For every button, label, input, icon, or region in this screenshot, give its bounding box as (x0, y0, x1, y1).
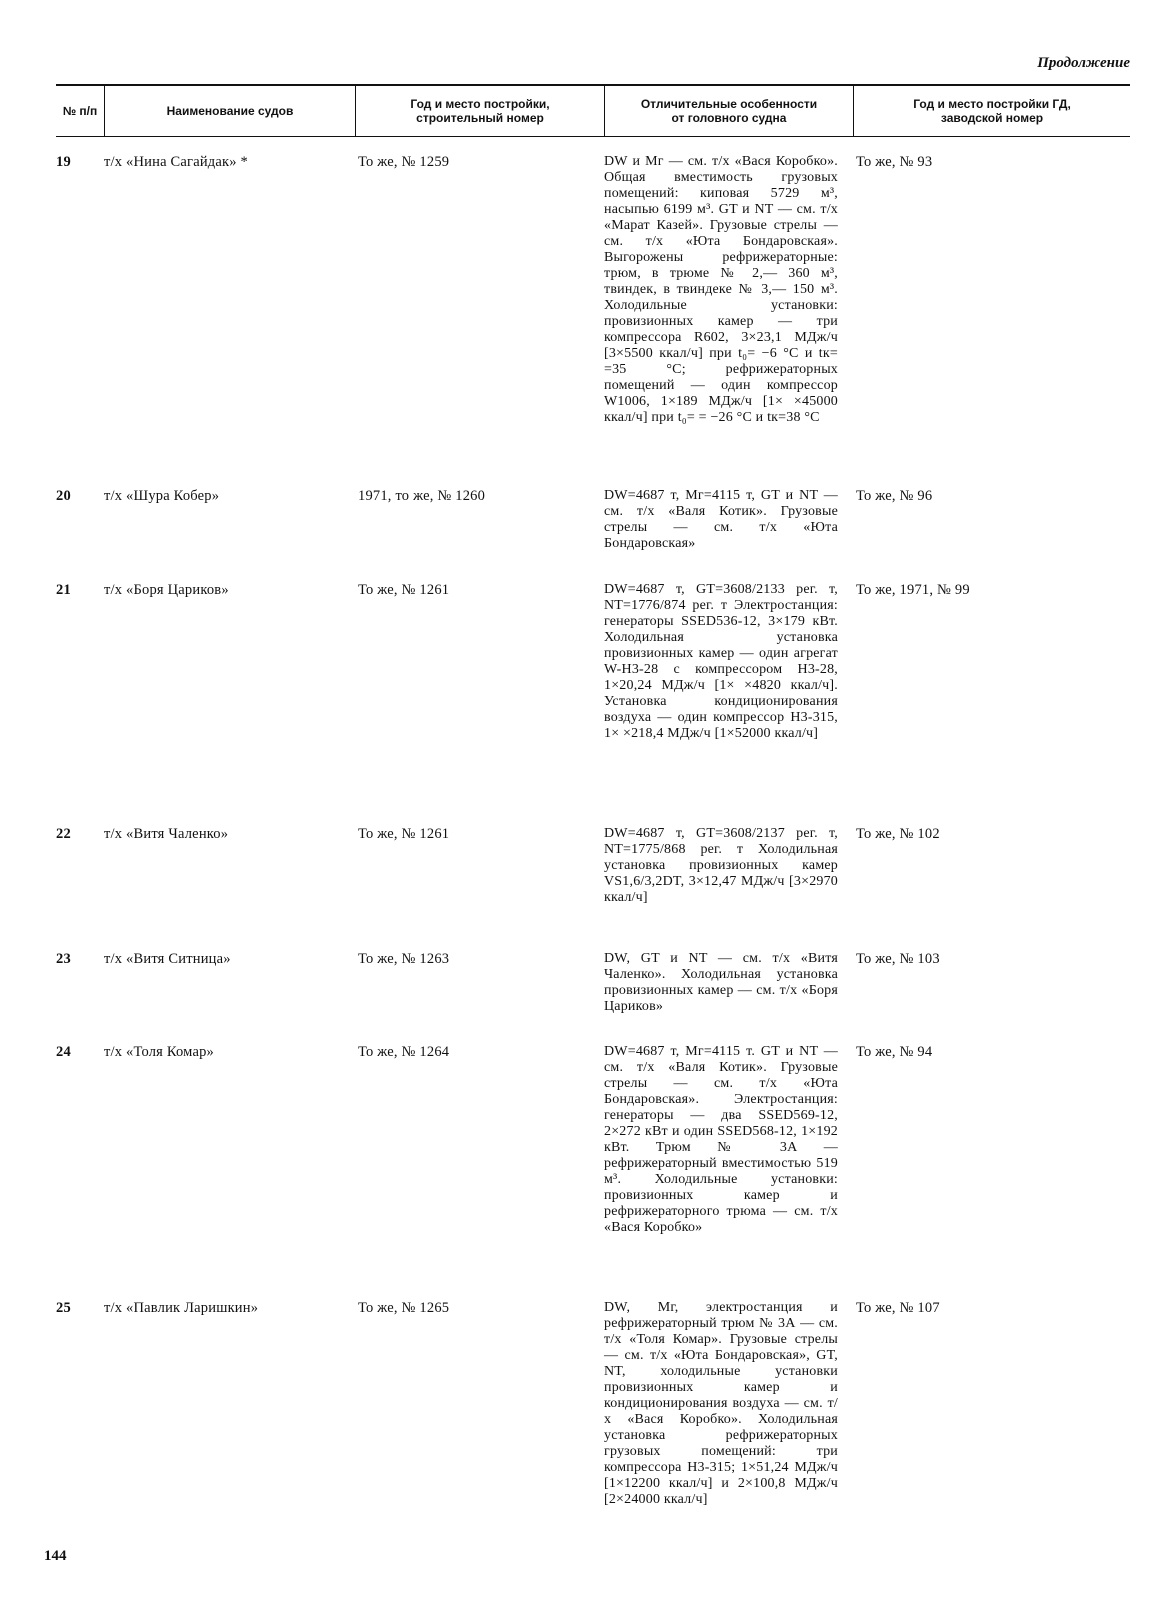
row-number: 19 (56, 154, 71, 170)
distinctive-features: DW=4687 т, Mг=4115 т, GT и NT — см. т/х «Валя Котик». Грузовые стрелы — см. т/х «Юта Бондаровская» (604, 488, 838, 551)
distinctive-features: DW=4687 т, Mг=4115 т. GT и NT — см. т/х «Валя Котик». Грузовые стрелы — см. т/х «Юта Бондаровская». Электростанция: генераторы — два SSED569-12, 2×272 кВт и один SSED568-12, 1×192 кВт. Трюм № 3А — рефрижераторный вместимостью 519 м³. Холодильные установки: провизионных камер и рефрижераторного трюма — см. т/х «Вася Коробко» (604, 1044, 838, 1235)
build-year: То же, № 1259 (358, 154, 450, 170)
engine-info: То же, № 93 (856, 154, 933, 170)
engine-info: То же, № 96 (856, 488, 933, 504)
row-number: 23 (56, 951, 71, 967)
distinctive-features: DW, Mг, электростанция и рефрижераторный трюм № 3А — см. т/х «Толя Комар». Грузовые стрелы — см. т/х «Юта Бондаровская», GT, NT, холодильные установки провизионных камер и кондиционирования воздуха — см. т/х «Вася Коробко». Холодильная установка рефрижераторных грузовых помещений: три компрессора Н3-315; 1×51,24 МДж/ч [1×12200 ккал/ч] и 2×100,8 МДж/ч [2×24000 ккал/ч] (604, 1300, 838, 1507)
engine-info: То же, № 103 (856, 951, 940, 967)
column-header-year: Год и место постройки, строительный номер (410, 97, 550, 125)
build-year: 1971, то же, № 1260 (358, 488, 486, 504)
ship-name: т/х «Шура Кобер» (104, 488, 220, 504)
engine-info: То же, № 102 (856, 826, 940, 842)
ship-name: т/х «Толя Комар» (104, 1044, 214, 1060)
ship-name: т/х «Боря Цариков» (104, 582, 229, 598)
engine-info: То же, № 107 (856, 1300, 940, 1316)
engine-info: То же, № 94 (856, 1044, 933, 1060)
distinctive-features: DW=4687 т, GT=3608/2137 рег. т, NT=1775/868 рег. т Холодильная установка провизионных камер VS1,6/3,2DT, 3×12,47 МДж/ч [3×2970 ккал/ч] (604, 826, 838, 905)
ship-name: т/х «Павлик Ларишкин» (104, 1300, 259, 1316)
build-year: То же, № 1261 (358, 582, 450, 598)
column-header-engine: Год и место постройки ГД, заводской номер (913, 97, 1071, 125)
row-number: 21 (56, 582, 71, 598)
distinctive-features: DW, GT и NT — см. т/х «Витя Чаленко». Холодильная установка провизионных камер — см. т/х «Боря Цариков» (604, 951, 838, 1014)
distinctive-features: DW и Mг — см. т/х «Вася Коробко». Общая вместимость грузовых помещений: киповая 5729 м³, насыпью 6199 м³. GT и NT — см. т/х «Марат Казей». Грузовые стрелы — см. т/х «Юта Бондаровская». Выгорожены рефрижераторные: трюм, в трюме № 2,— 360 м³, твиндек, в твиндеке № 3,— 150 м³. Холодильные установки: провизионных камер — три компрессора R602, 3×23,1 МДж/ч [3×5500 ккал/ч] при t₀= −6 °С и tк= =35 °С; рефрижераторных помещений — один компрессор W1006, 1×189 МДж/ч [1× ×45000 ккал/ч] при t₀= = −26 °С и tк=38 °С (604, 154, 838, 425)
row-number: 25 (56, 1300, 71, 1316)
build-year: То же, № 1261 (358, 826, 450, 842)
continuation-label: Продолжение (1037, 55, 1130, 71)
distinctive-features: DW=4687 т, GT=3608/2133 рег. т, NT=1776/874 рег. т Электростанция: генераторы SSED536-12, 3×179 кВт. Холодильная установка провизионных камер — один агрегат W-H3-28 с компрессором Н3-28, 1×20,24 МДж/ч [1× ×4820 ккал/ч]. Установка кондиционирования воздуха — один компрессор Н3-315, 1× ×218,4 МДж/ч [1×52000 ккал/ч] (604, 582, 838, 741)
row-number: 20 (56, 488, 71, 504)
row-number: 24 (56, 1044, 71, 1060)
column-header-features: Отличительные особенности от головного судна (640, 97, 818, 125)
column-header-number: № п/п (62, 104, 98, 118)
row-number: 22 (56, 826, 71, 842)
build-year: То же, № 1264 (358, 1044, 450, 1060)
build-year: То же, № 1263 (358, 951, 450, 967)
engine-info: То же, 1971, № 99 (856, 582, 970, 598)
page-number: 144 (44, 1548, 67, 1564)
ship-name: т/х «Витя Чаленко» (104, 826, 229, 842)
build-year: То же, № 1265 (358, 1300, 450, 1316)
column-header-name: Наименование судов (166, 104, 294, 118)
ship-name: т/х «Нина Сагайдак» * (104, 154, 248, 170)
ship-name: т/х «Витя Ситница» (104, 951, 231, 967)
table-header-rule (56, 136, 1130, 137)
